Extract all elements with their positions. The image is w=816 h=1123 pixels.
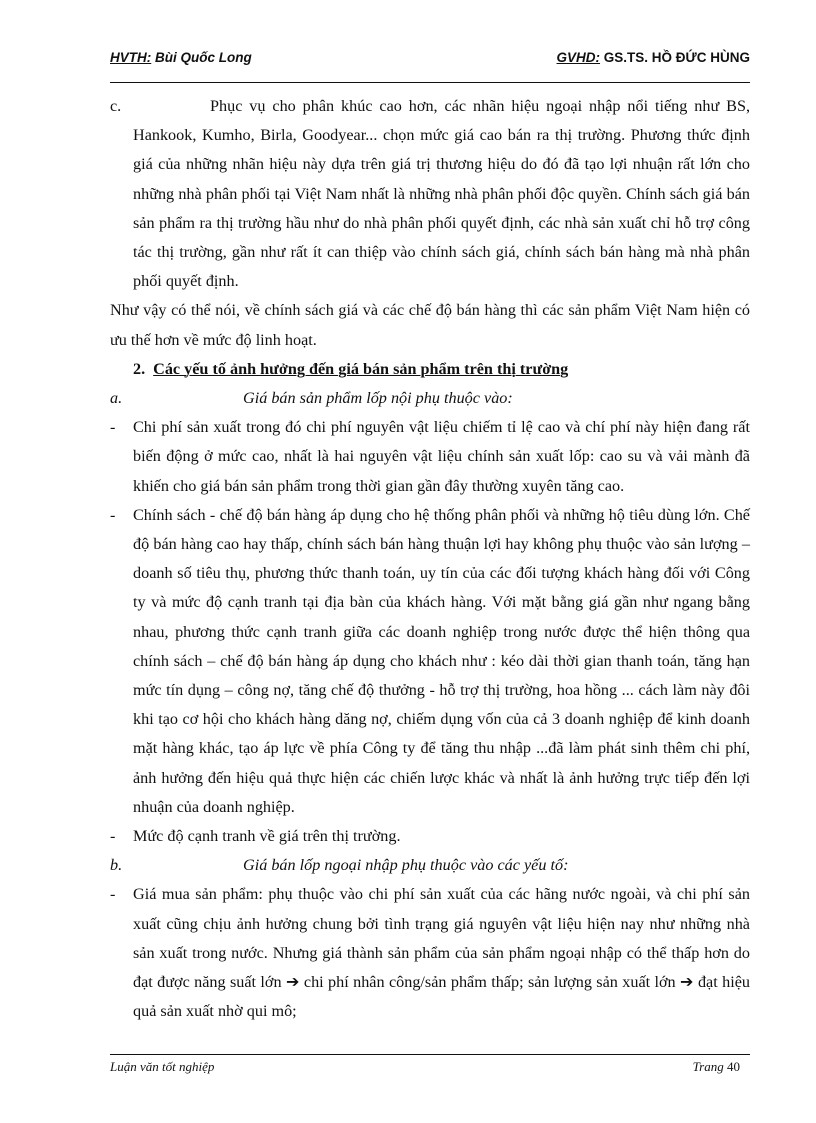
page-label: Trang — [692, 1059, 724, 1074]
list-item — [110, 822, 750, 851]
conclusion-paragraph: Như vậy có thể nói, về chính sách giá và các chế độ bán hàng thì các sản phẩm Việt Nam hiện có ưu thế hơn về mức độ linh hoạt. — [110, 301, 750, 349]
list-item — [110, 501, 750, 822]
subsection-a — [110, 384, 750, 413]
bullet-dash: - — [110, 827, 116, 846]
subsection-b-title: Giá bán lốp ngoại nhập phụ thuộc vào các yếu tố: — [243, 856, 569, 875]
list-item-text: Giá mua sản phẩm: phụ thuộc vào chi phí sản xuất của các hãng nước ngoài, và chi phí sản xuất cũng chịu ảnh hưởng chung bởi tình trạng giá nguyên vật liệu hiện nay như những nhà sản xuất trong nước. Nhưng giá thành sản phẩm của sản phẩm ngoại nhập có thể thấp hơn do đạt được năng suất lớn ➔ chi phí nhân công/sản phẩm thấp; sản lượng sản xuất lớn ➔ đạt hiệu quả sản xuất nhờ qui mô; — [133, 885, 750, 1021]
section-number: 2. — [133, 359, 146, 378]
footer-rule — [110, 1054, 750, 1055]
section-title: Các yếu tố ảnh hưởng đến giá bán sản phẩm trên thị trường — [153, 359, 569, 378]
thesis-label: Luận văn tốt nghiệp — [110, 1059, 215, 1074]
supervisor-label: GVHD: — [556, 50, 601, 65]
subsection-a-marker: a. — [110, 389, 123, 408]
subsection-a-title: Giá bán sản phẩm lốp nội phụ thuộc vào: — [243, 389, 513, 408]
subsection-b-marker: b. — [110, 856, 123, 875]
student-value: Bùi Quốc Long — [151, 50, 252, 65]
item-c-text: Phục vụ cho phân khúc cao hơn, các nhãn hiệu ngoại nhập nổi tiếng như BS, Hankook, Kumho, Birla, Goodyear... chọn mức giá cao bán ra thị trường. Phương thức định giá của những nhãn hiệu này dựa trên giá trị thương hiệu do đó đã tạo lợi nhuận rất lớn cho những nhà phân phối tại Việt Nam nhất là những nhà phân phối độc quyền. Chính sách giá bán sản phẩm ra thị trường hầu như do nhà phân phối quyết định, các nhà sản xuất chỉ hỗ trợ công tác thị trường, gần như rất ít can thiệp vào chính sách giá, chính sách bán hàng mà nhà phân phối quyết định. — [133, 97, 750, 291]
list-item-text: Chi phí sản xuất trong đó chi phí nguyên vật liệu chiếm tỉ lệ cao và chí phí này hiện đang rất biến động ở mức cao, nhất là hai nguyên vật liệu chính sản xuất lốp: cao su và vải mành đã khiến cho giá bán sản phẩm trong thời gian gần đây thường xuyên tăng cao. — [133, 418, 750, 495]
list-item — [110, 880, 750, 1026]
header-rule — [110, 82, 750, 83]
student-name — [110, 50, 252, 65]
supervisor-name — [557, 50, 750, 65]
item-c-marker: c. — [110, 97, 122, 115]
page-footer — [110, 1059, 740, 1075]
section-heading — [110, 355, 750, 384]
list-item-text: Chính sách - chế độ bán hàng áp dụng cho hệ thống phân phối và những hộ tiêu dùng lớn. Chế độ bán hàng cao hay thấp, chính sách bán hàng thuận lợi hay không phụ thuộc vào sản lượng – doanh số tiêu thụ, phương thức thanh toán, uy tín của các đối tượng khách hàng đối với Công ty và mức độ cạnh tranh tại địa bàn của khách hàng. Với mặt bằng giá gần như ngang bằng nhau, phương thức cạnh tranh giữa các doanh nghiệp trong nước được thể hiện thông qua chính sách – chế độ bán hàng áp dụng cho khách như : kéo dài thời gian thanh toán, tăng hạn mức tín dụng – công nợ, tăng chế độ thưởng - hỗ trợ thị trường, hoa hồng ... cách làm này đôi khi tạo cơ hội cho khách hàng dăng nợ, chiếm dụng vốn của cả 3 doanh nghiệp để kinh doanh mặt hàng khác, tạo áp lực về phía Công ty để tăng thu nhập ...đã làm phát sinh thêm chi phí, ảnh hưởng đến hiệu quả thực hiện các chiến lược khác và nhất là ảnh hưởng trực tiếp đến lợi nhuận của doanh nghiệp. — [133, 505, 750, 816]
bullet-dash: - — [110, 505, 116, 524]
page-header — [110, 50, 750, 72]
supervisor-value: GS.TS. HỒ ĐỨC HÙNG — [600, 50, 750, 65]
list-item-text: Mức độ cạnh tranh về giá trên thị trường. — [133, 827, 401, 846]
student-label: HVTH: — [110, 50, 152, 65]
subsection-b — [110, 851, 750, 880]
page-indicator — [693, 1059, 740, 1075]
bullet-dash: - — [110, 885, 116, 904]
list-item — [110, 413, 750, 501]
item-c — [110, 92, 750, 296]
bullet-dash: - — [110, 418, 116, 437]
page-number: 40 — [727, 1059, 740, 1074]
page-body — [110, 92, 750, 1027]
